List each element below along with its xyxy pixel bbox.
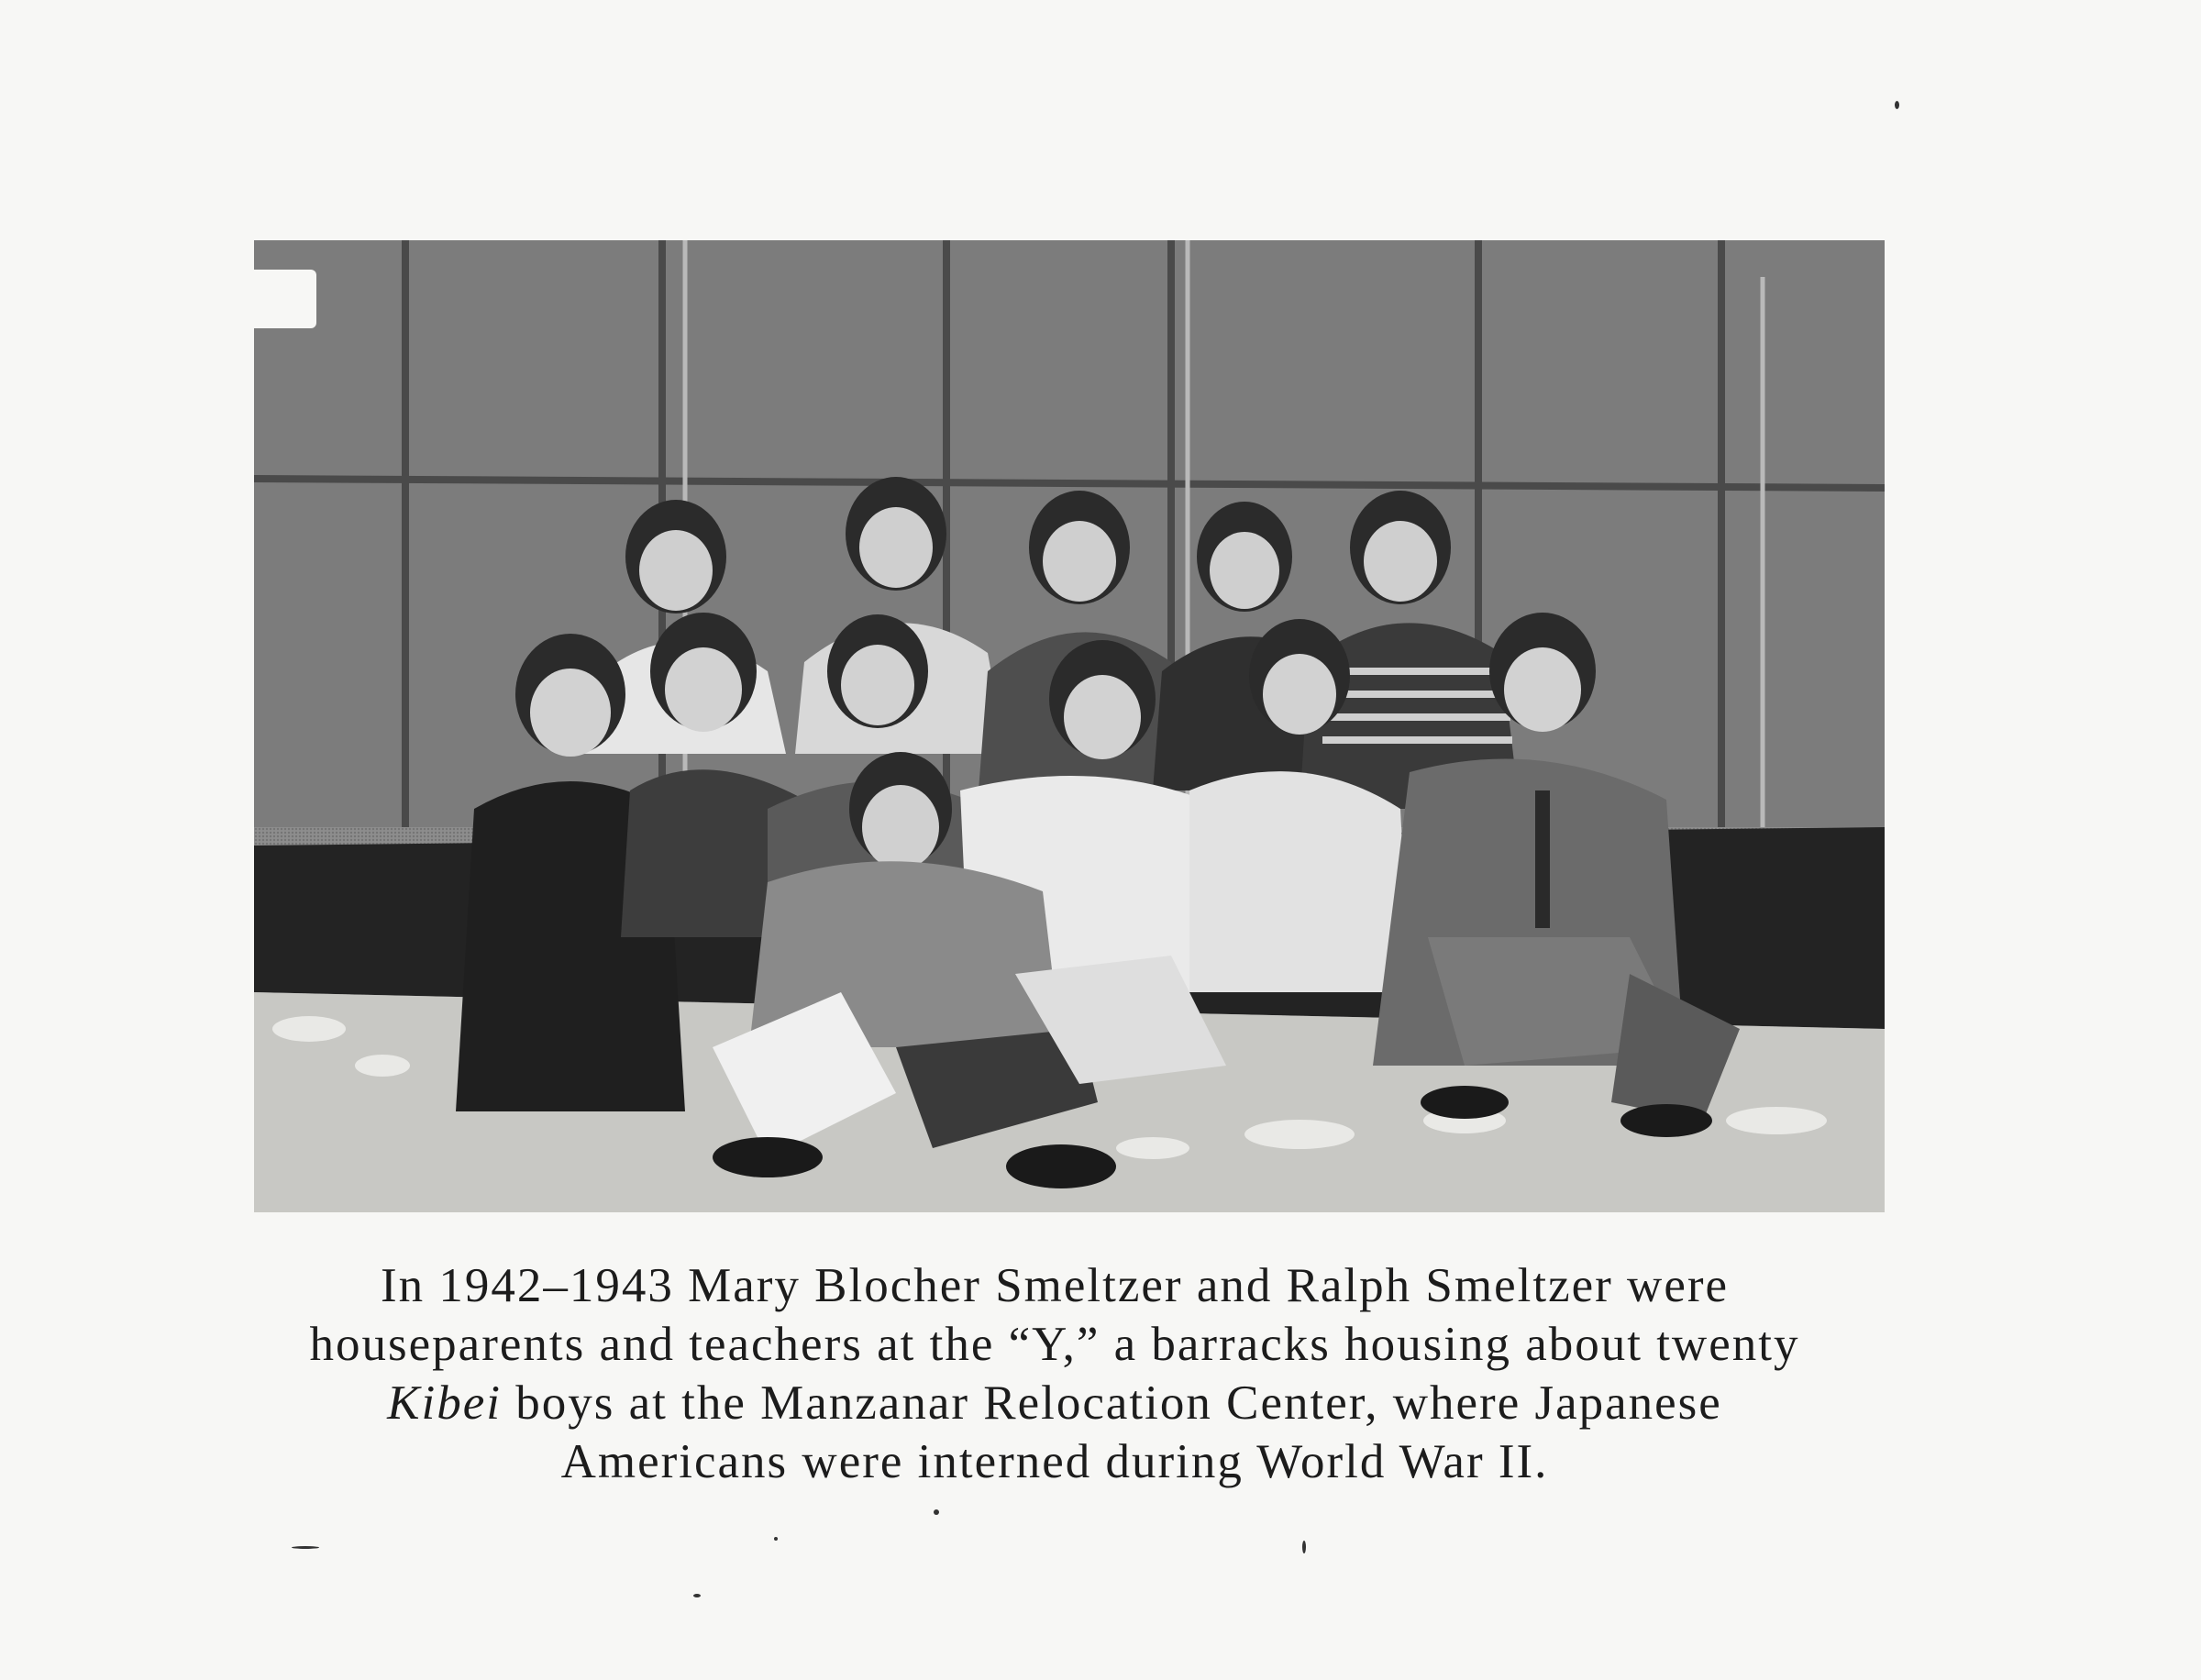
caption-line-2: houseparents and teachers at the “Y,” a barracks housing about twenty (309, 1318, 1800, 1371)
scan-speck (934, 1509, 939, 1515)
photo-torn-corner (254, 270, 316, 328)
caption-line-3-rest: boys at the Manzanar Relocation Center, where Japanese (502, 1376, 1722, 1430)
caption-line-3 (229, 1374, 1880, 1432)
group-photograph (254, 240, 1885, 1212)
scan-speck (1895, 101, 1899, 109)
scan-speck (292, 1546, 319, 1549)
scan-speck (774, 1537, 778, 1541)
photo-caption (229, 1256, 1880, 1491)
photo-illustration (254, 240, 1885, 1212)
caption-line-1: In 1942–1943 Mary Blocher Smeltzer and Ralph Smeltzer were (380, 1259, 1730, 1312)
caption-italic-word: Kibei (387, 1376, 502, 1430)
scan-speck (693, 1594, 701, 1597)
caption-line-4: Americans were interned during World War II. (560, 1435, 1549, 1488)
scan-speck (1302, 1541, 1306, 1553)
